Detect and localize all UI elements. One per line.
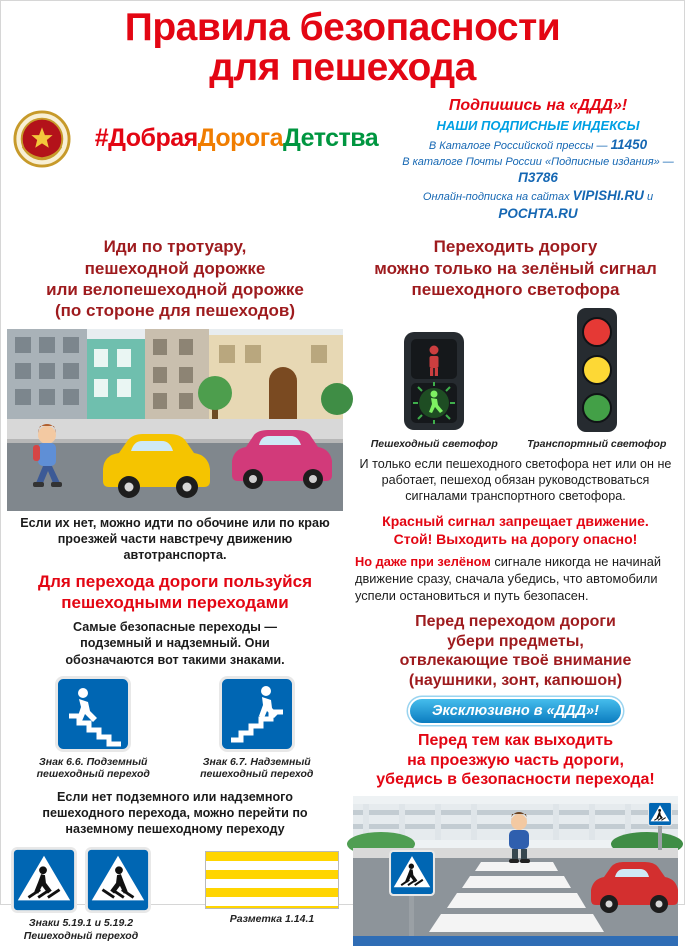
content-columns — [1, 232, 684, 945]
subscribe-block — [402, 94, 674, 222]
sign-6-7-caption: Знак 6.7. Надземный пешеходный переход — [200, 755, 314, 781]
sidewalk-note: Если их нет, можно идти по обочине или по краю проезжей части навстречу движению автотранспорта. — [20, 515, 330, 563]
signs-5-19-caption: Знаки 5.19.1 и 5.19.2 Пешеходный переход — [23, 917, 139, 942]
poster-title-line1: Правила безопасности — [124, 6, 561, 49]
pedestrian-light-group — [353, 306, 516, 450]
overground-crossing-sign-icon — [219, 676, 295, 752]
street-scene-illustration — [7, 329, 343, 511]
right-heading-signal: Переходить дорогу можно только на зелёный сигнал пешеходного светофора — [374, 237, 657, 299]
hashtag-part-3: Детства — [283, 124, 379, 153]
poster-title-line2: для пешехода — [209, 46, 476, 90]
red-signal-warning: Красный сигнал запрещает движение. Стой! Выходить на дорогу опасно! — [382, 513, 649, 548]
hashtag-logo — [71, 124, 402, 153]
ground-crossing-text: Если нет подземного или надземного пешеходного перехода, можно перейти по наземному пешеходному переходу — [42, 789, 308, 837]
subscribe-online: Онлайн-подписка на сайтах VIPISHI.RU и POCHTA.RU — [422, 188, 654, 221]
green-signal-note: Но даже при зелёном сигнале никогда не начинай движение сразу, сначала убедись, что автомобили успели остановиться и путь безопасен. — [355, 554, 662, 603]
post-index-number: П3786 — [518, 169, 558, 185]
subscribe-index-press: В Каталоге Российской прессы — 11450 — [428, 137, 648, 152]
exclusive-badge-wrap — [353, 699, 678, 723]
poster-title — [1, 8, 684, 88]
safe-crossings-text: Самые безопасные переходы — подземный и надземный. Они обозначаются вот такими знаками. — [65, 620, 285, 667]
pedestrian-light-caption: Пешеходный светофор — [370, 437, 498, 450]
press-index-number: 11450 — [610, 137, 648, 152]
left-column — [7, 232, 343, 945]
road-marking-group — [205, 847, 339, 942]
crossing-scene-illustration — [353, 796, 678, 946]
right-heading-distractions: Перед переходом дороги убери предметы, отвлекающие твоё внимание (наушники, зонт, капюшон) — [399, 613, 632, 689]
pedestrian-traffic-light-icon — [398, 330, 470, 434]
exclusive-badge: Эксклюзивно в «ДДД»! — [410, 699, 621, 723]
underground-crossing-sign-icon — [55, 676, 131, 752]
zebra-marking-icon — [205, 851, 339, 909]
transport-traffic-light-icon — [568, 306, 626, 434]
traffic-lights-row — [353, 306, 678, 450]
subscribe-index-post: В каталоге Почты России «Подписные издания» — П3786 — [402, 155, 674, 185]
transport-light-caption: Транспортный светофор — [527, 437, 667, 450]
sign-6-6-group — [16, 676, 171, 781]
sign-6-6-caption: Знак 6.6. Подземный пешеходный переход — [36, 755, 150, 781]
traffic-light-note: И только если пешеходного светофора нет или он не работает, пешеход обязан руководствоваться сигналами транспортного светофора. — [359, 456, 672, 503]
subscribe-indexes-title: НАШИ ПОДПИСНЫЕ ИНДЕКСЫ — [436, 118, 640, 134]
hashtag-part-1: #Добрая — [94, 124, 198, 153]
left-heading-sidewalk: Иди по тротуару, пешеходной дорожке или велопешеходной дорожке (по стороне для пешеходов) — [46, 237, 304, 320]
underground-signs-row — [7, 676, 343, 781]
subscribe-callout: Подпишись на «ДДД»! — [448, 97, 628, 115]
right-column — [353, 232, 678, 945]
right-heading-check: Перед тем как выходить на проезжую часть дороги, убедись в безопасности перехода! — [376, 732, 655, 789]
sign-6-7-group — [179, 676, 334, 781]
header-row — [1, 88, 684, 222]
pedestrian-crossing-sign-icon — [11, 847, 77, 913]
traffic-police-emblem-icon — [13, 110, 71, 168]
left-heading-crossings: Для перехода дороги пользуйся пешеходными переходами — [37, 572, 313, 613]
pedestrian-crossing-sign-mirrored-icon — [85, 847, 151, 913]
green-signal-lead: Но даже при зелёном — [355, 554, 491, 570]
transport-light-group — [516, 306, 679, 450]
crossing-signs-row — [7, 847, 343, 942]
hashtag-part-2: Дорога — [197, 124, 284, 153]
signs-5-19-group — [11, 847, 151, 942]
road-marking-caption: Разметка 1.14.1 — [229, 913, 315, 926]
